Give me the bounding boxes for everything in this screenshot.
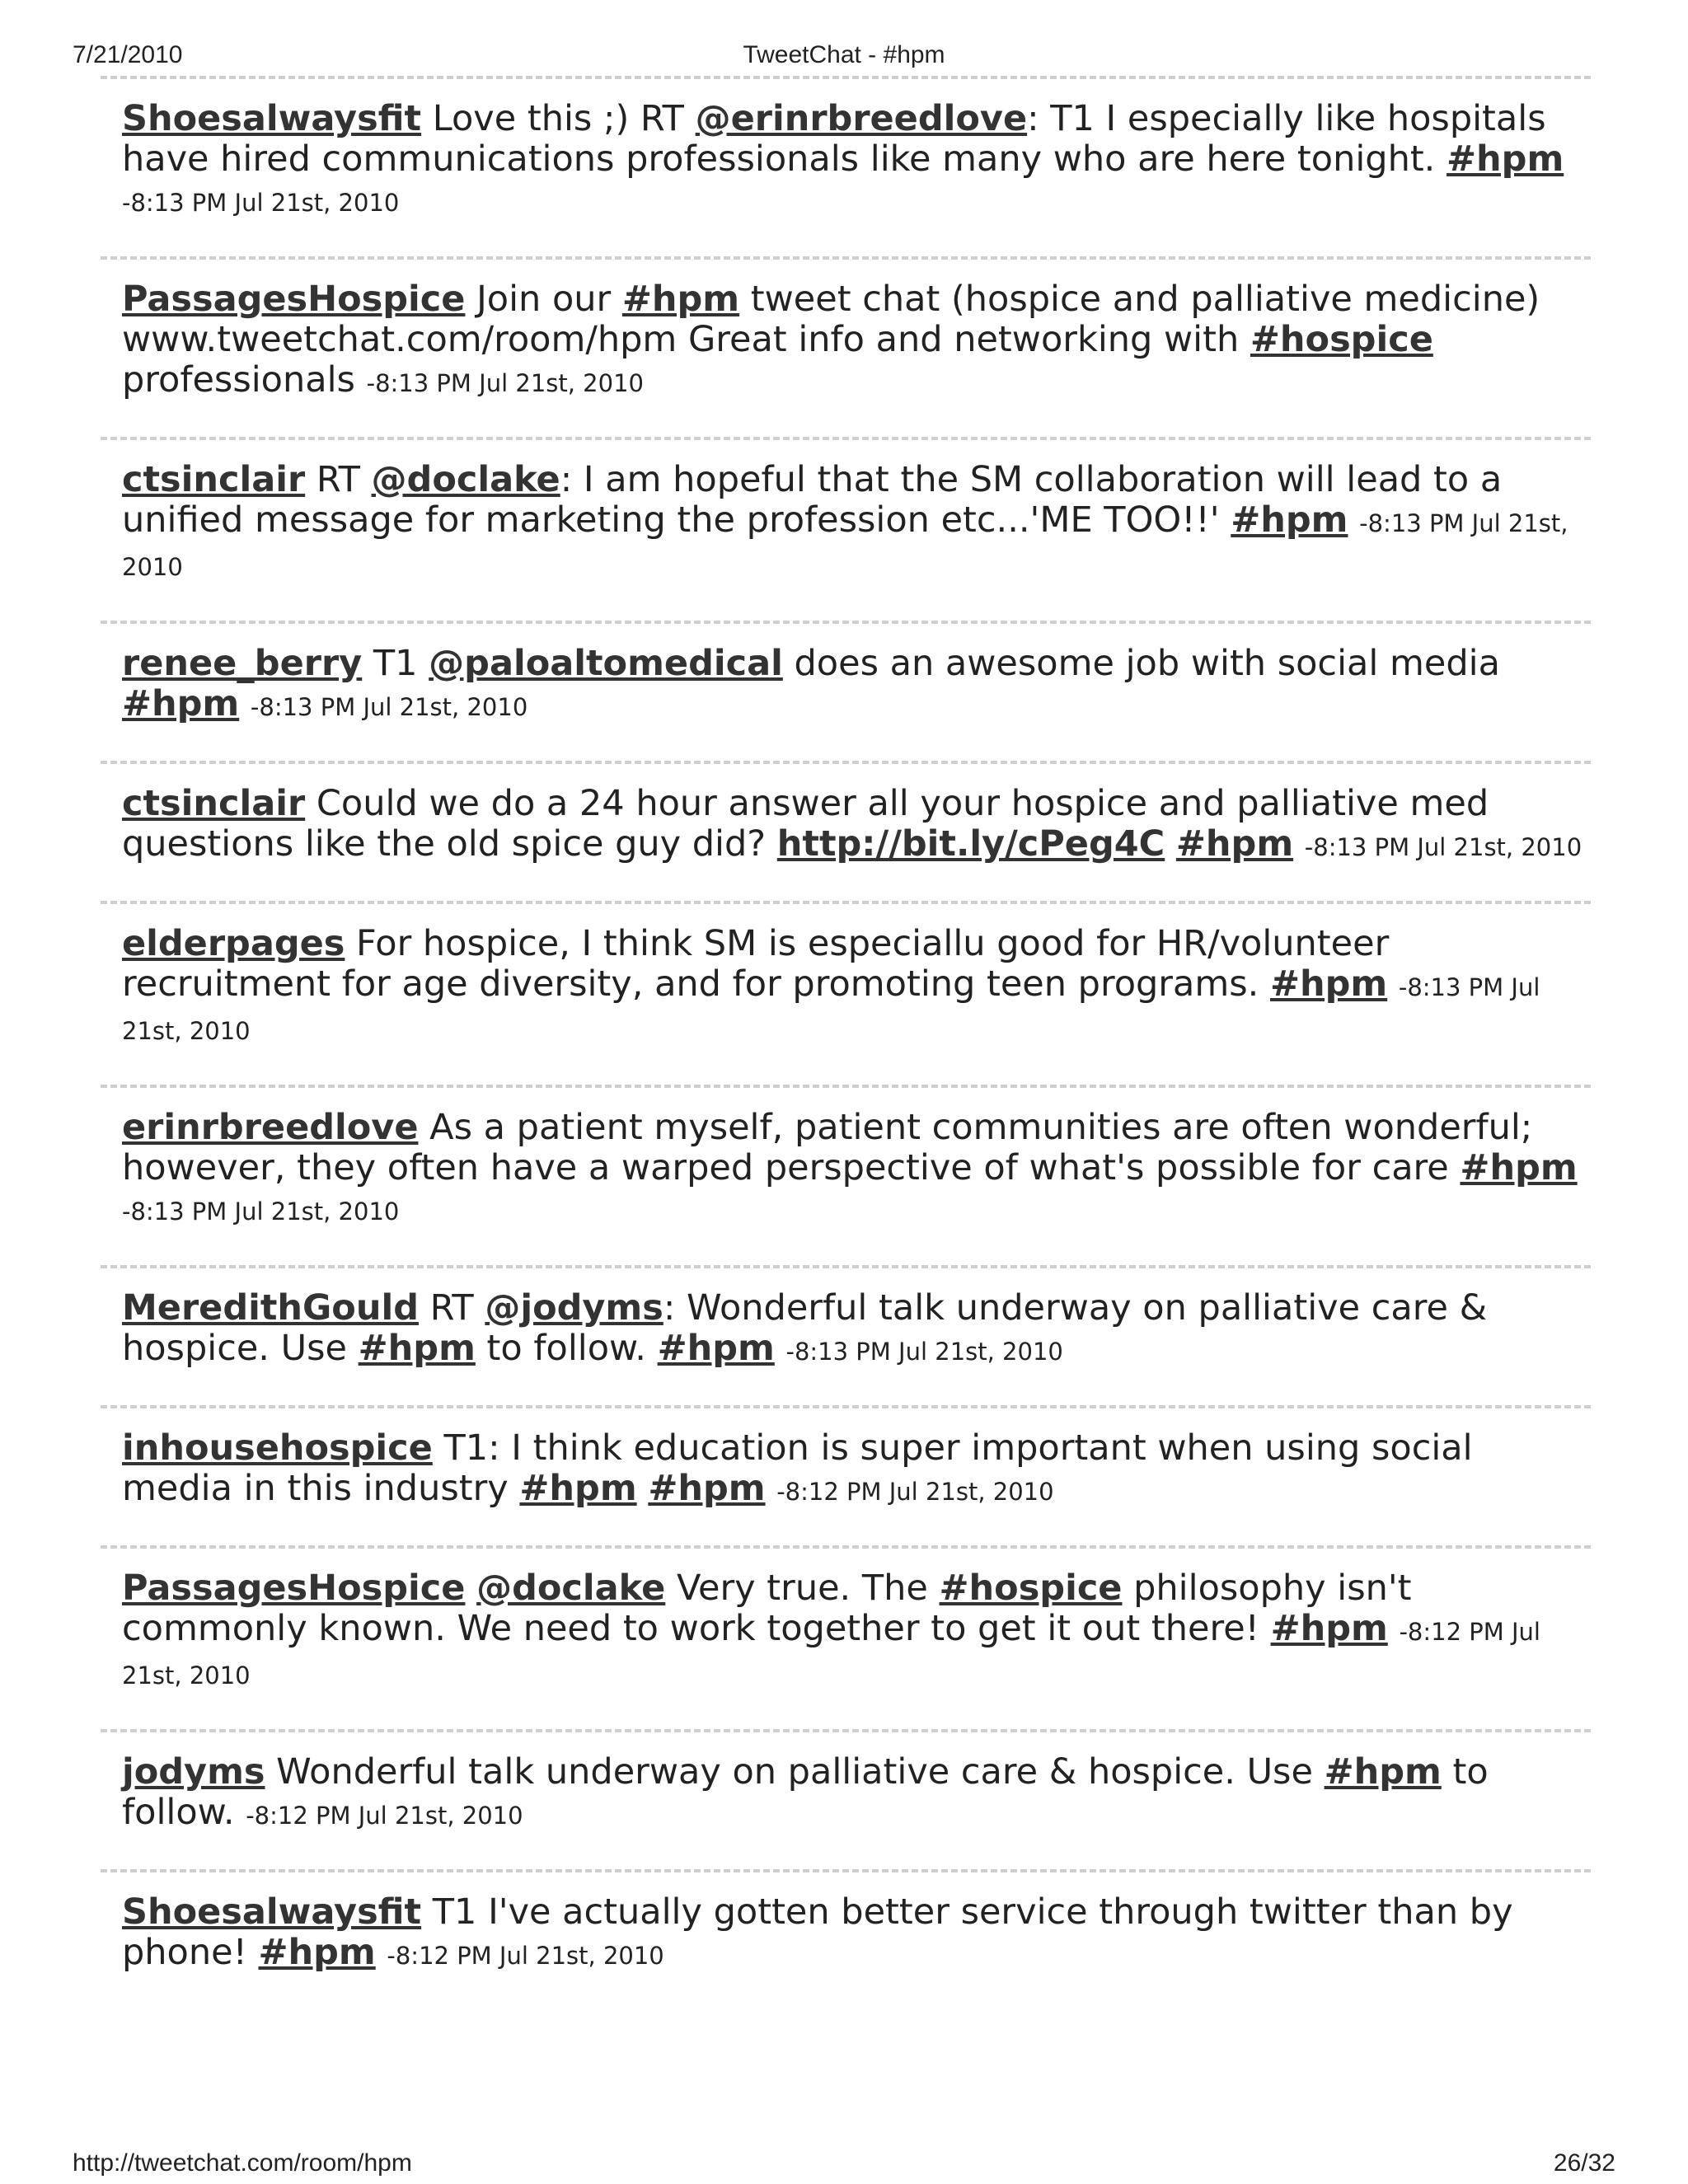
tweet-text: Wonderful talk underway on palliative care & hospice. Use [265, 1751, 1325, 1793]
tweet-item [101, 256, 1591, 437]
tweet-item [101, 437, 1591, 621]
tweet-timestamp: -8:12 PM Jul 21st, 2010 [387, 1942, 664, 1970]
print-date: 7/21/2010 [73, 41, 183, 68]
tweet-username-link[interactable]: PassagesHospice [122, 279, 466, 320]
tweet-item [101, 1729, 1591, 1869]
tweet-feed [101, 76, 1591, 2009]
tweet-text: For hospice, I think SM is especiallu good for HR/volunteer recruitment for age diversity, and for promoting teen programs. [122, 923, 1390, 1005]
tweet-item [101, 1545, 1591, 1729]
tweet-item [101, 901, 1591, 1085]
tweet-text [465, 1568, 476, 1609]
print-footer [73, 2149, 1615, 2182]
tweet-text: : Wonderful talk underway on palliative care & hospice. Use [122, 1287, 1488, 1369]
tweet-text: professionals [122, 359, 367, 401]
hashtag-link[interactable]: #hpm [122, 683, 240, 724]
tweet-text: does an awesome job with social media [782, 643, 1500, 684]
tweet-text [637, 1468, 649, 1509]
tweet-text: Could we do a 24 hour answer all your hospice and palliative med questions like the old spice guy did? [122, 783, 1489, 865]
hashtag-link[interactable]: #hpm [621, 279, 740, 320]
hashtag-link[interactable]: #hpm [1269, 963, 1388, 1005]
mention-link[interactable]: @paloaltomedical [429, 643, 783, 684]
tweet-item [101, 1265, 1591, 1405]
tweet-timestamp: -8:13 PM Jul 21st, 2010 [366, 369, 644, 397]
tweet-item [101, 1085, 1591, 1265]
url-link[interactable]: http://bit.ly/cPeg4C [776, 823, 1165, 865]
tweet-username-link[interactable]: elderpages [122, 923, 345, 964]
print-header [73, 41, 1615, 74]
tweet-text: Join our [465, 279, 622, 320]
page-title: TweetChat - #hpm [743, 41, 945, 68]
tweet-timestamp: -8:13 PM Jul 21st, 2010 [1304, 833, 1582, 861]
tweet-timestamp: -8:12 PM Jul 21st, 2010 [776, 1478, 1054, 1506]
tweet-text: RT [418, 1287, 485, 1329]
tweet-username-link[interactable]: ctsinclair [122, 459, 306, 500]
tweet-username-link[interactable]: renee_berry [122, 643, 363, 684]
tweet-username-link[interactable]: ctsinclair [122, 783, 306, 824]
tweet-timestamp: -8:13 PM Jul 21st, 2010 [122, 509, 1568, 581]
tweet-timestamp: -8:12 PM Jul 21st, 2010 [122, 1618, 1540, 1690]
hashtag-link[interactable]: #hospice [1250, 319, 1433, 360]
hashtag-link[interactable]: #hpm [258, 1932, 376, 1973]
page-url: http://tweetchat.com/room/hpm [73, 2149, 412, 2177]
mention-link[interactable]: @doclake [371, 459, 560, 500]
hashtag-link[interactable]: #hpm [1270, 1608, 1388, 1649]
hashtag-link[interactable]: #hpm [358, 1328, 476, 1369]
tweet-text: T1 I've actually gotten better service through twitter than by phone! [122, 1891, 1513, 1973]
hashtag-link[interactable]: #hpm [519, 1468, 637, 1509]
hashtag-link[interactable]: #hpm [1324, 1751, 1442, 1793]
tweet-username-link[interactable]: inhousehospice [122, 1427, 433, 1469]
tweet-item [101, 76, 1591, 256]
tweet-timestamp: -8:13 PM Jul 21st, 2010 [250, 693, 528, 721]
tweet-text: Very true. The [665, 1568, 940, 1609]
tweet-username-link[interactable]: Shoesalwaysfit [122, 1891, 422, 1933]
tweet-item [101, 621, 1591, 761]
tweet-timestamp: -8:13 PM Jul 21st, 2010 [122, 973, 1540, 1045]
tweet-text: RT [305, 459, 372, 500]
tweet-timestamp: -8:13 PM Jul 21st, 2010 [122, 189, 400, 217]
tweet-username-link[interactable]: jodyms [122, 1751, 265, 1793]
tweet-timestamp: -8:13 PM Jul 21st, 2010 [122, 1197, 400, 1226]
mention-link[interactable]: @doclake [476, 1568, 666, 1609]
tweet-text: tweet chat (hospice and palliative medicine) www.tweetchat.com/room/hpm Great info and networking with [122, 279, 1540, 360]
mention-link[interactable]: @jodyms [485, 1287, 663, 1329]
hashtag-link[interactable]: #hospice [939, 1568, 1123, 1609]
hashtag-link[interactable]: #hpm [1231, 499, 1348, 541]
tweet-text [1165, 823, 1176, 865]
hashtag-link[interactable]: #hpm [648, 1468, 766, 1509]
hashtag-link[interactable]: #hpm [657, 1328, 775, 1369]
tweet-username-link[interactable]: Shoesalwaysfit [122, 98, 422, 139]
mention-link[interactable]: @erinrbreedlove [695, 98, 1028, 139]
tweet-username-link[interactable]: MeredithGould [122, 1287, 419, 1329]
tweet-item [101, 1405, 1591, 1545]
tweet-username-link[interactable]: PassagesHospice [122, 1568, 466, 1609]
tweet-text: T1 [362, 643, 429, 684]
tweet-text: : T1 I especially like hospitals have hired communications professionals like many who are here tonight. [122, 98, 1546, 180]
tweet-item [101, 761, 1591, 901]
tweet-timestamp: -8:13 PM Jul 21st, 2010 [785, 1338, 1063, 1366]
tweet-text: to follow. [475, 1328, 658, 1369]
tweet-text: : I am hopeful that the SM collaboration will lead to a unified message for marketing the profession etc...'ME TOO!!' [122, 459, 1503, 541]
tweet-text: Love this ;) RT [421, 98, 696, 139]
tweet-text: T1: I think education is super important when using social media in this industry [122, 1427, 1473, 1509]
page-number: 26/32 [1553, 2149, 1615, 2177]
tweet-text: As a patient myself, patient communities are often wonderful; however, they often have a warped perspective of what's possible for care [122, 1107, 1533, 1188]
tweet-timestamp: -8:12 PM Jul 21st, 2010 [246, 1802, 523, 1830]
tweet-item [101, 1869, 1591, 2009]
tweet-text: to follow. [122, 1751, 1489, 1833]
tweet-text: philosophy isn't commonly known. We need to work together to get it out there! [122, 1568, 1412, 1649]
hashtag-link[interactable]: #hpm [1175, 823, 1294, 865]
hashtag-link[interactable]: #hpm [1447, 138, 1564, 180]
tweet-username-link[interactable]: erinrbreedlove [122, 1107, 419, 1148]
hashtag-link[interactable]: #hpm [1460, 1147, 1578, 1188]
